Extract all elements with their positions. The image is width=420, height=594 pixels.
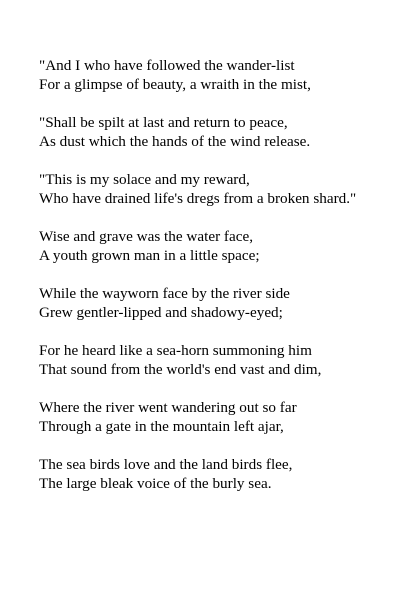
poem-body: [39, 56, 409, 512]
poem-line: For he heard like a sea-horn summoning him: [39, 342, 312, 359]
poem-line: Wise and grave was the water face,: [39, 228, 254, 245]
poem-line: For a glimpse of beauty, a wraith in the mist,: [39, 76, 311, 93]
stanza-7: [39, 398, 409, 436]
stanza-3: [39, 170, 409, 208]
stanza-6: [39, 341, 409, 379]
poem-line: Where the river went wandering out so far: [39, 399, 297, 416]
poem-line: A youth grown man in a little space;: [39, 247, 260, 264]
poem-line: The large bleak voice of the burly sea.: [39, 475, 272, 492]
poem-line: Through a gate in the mountain left ajar,: [39, 418, 284, 435]
stanza-4: [39, 227, 409, 265]
poem-line: "Shall be spilt at last and return to peace,: [39, 114, 288, 131]
poem-line: "This is my solace and my reward,: [39, 171, 250, 188]
stanza-2: [39, 113, 409, 151]
stanza-8: [39, 455, 409, 493]
poem-line: That sound from the world's end vast and dim,: [39, 361, 322, 378]
poem-line: Grew gentler-lipped and shadowy-eyed;: [39, 304, 283, 321]
stanza-1: [39, 56, 409, 94]
poem-line: While the wayworn face by the river side: [39, 285, 290, 302]
poem-line: "And I who have followed the wander-list: [39, 57, 295, 74]
poem-line: As dust which the hands of the wind release.: [39, 133, 311, 150]
poem-line: Who have drained life's dregs from a broken shard.": [39, 190, 357, 207]
stanza-5: [39, 284, 409, 322]
poem-line: The sea birds love and the land birds flee,: [39, 456, 293, 473]
